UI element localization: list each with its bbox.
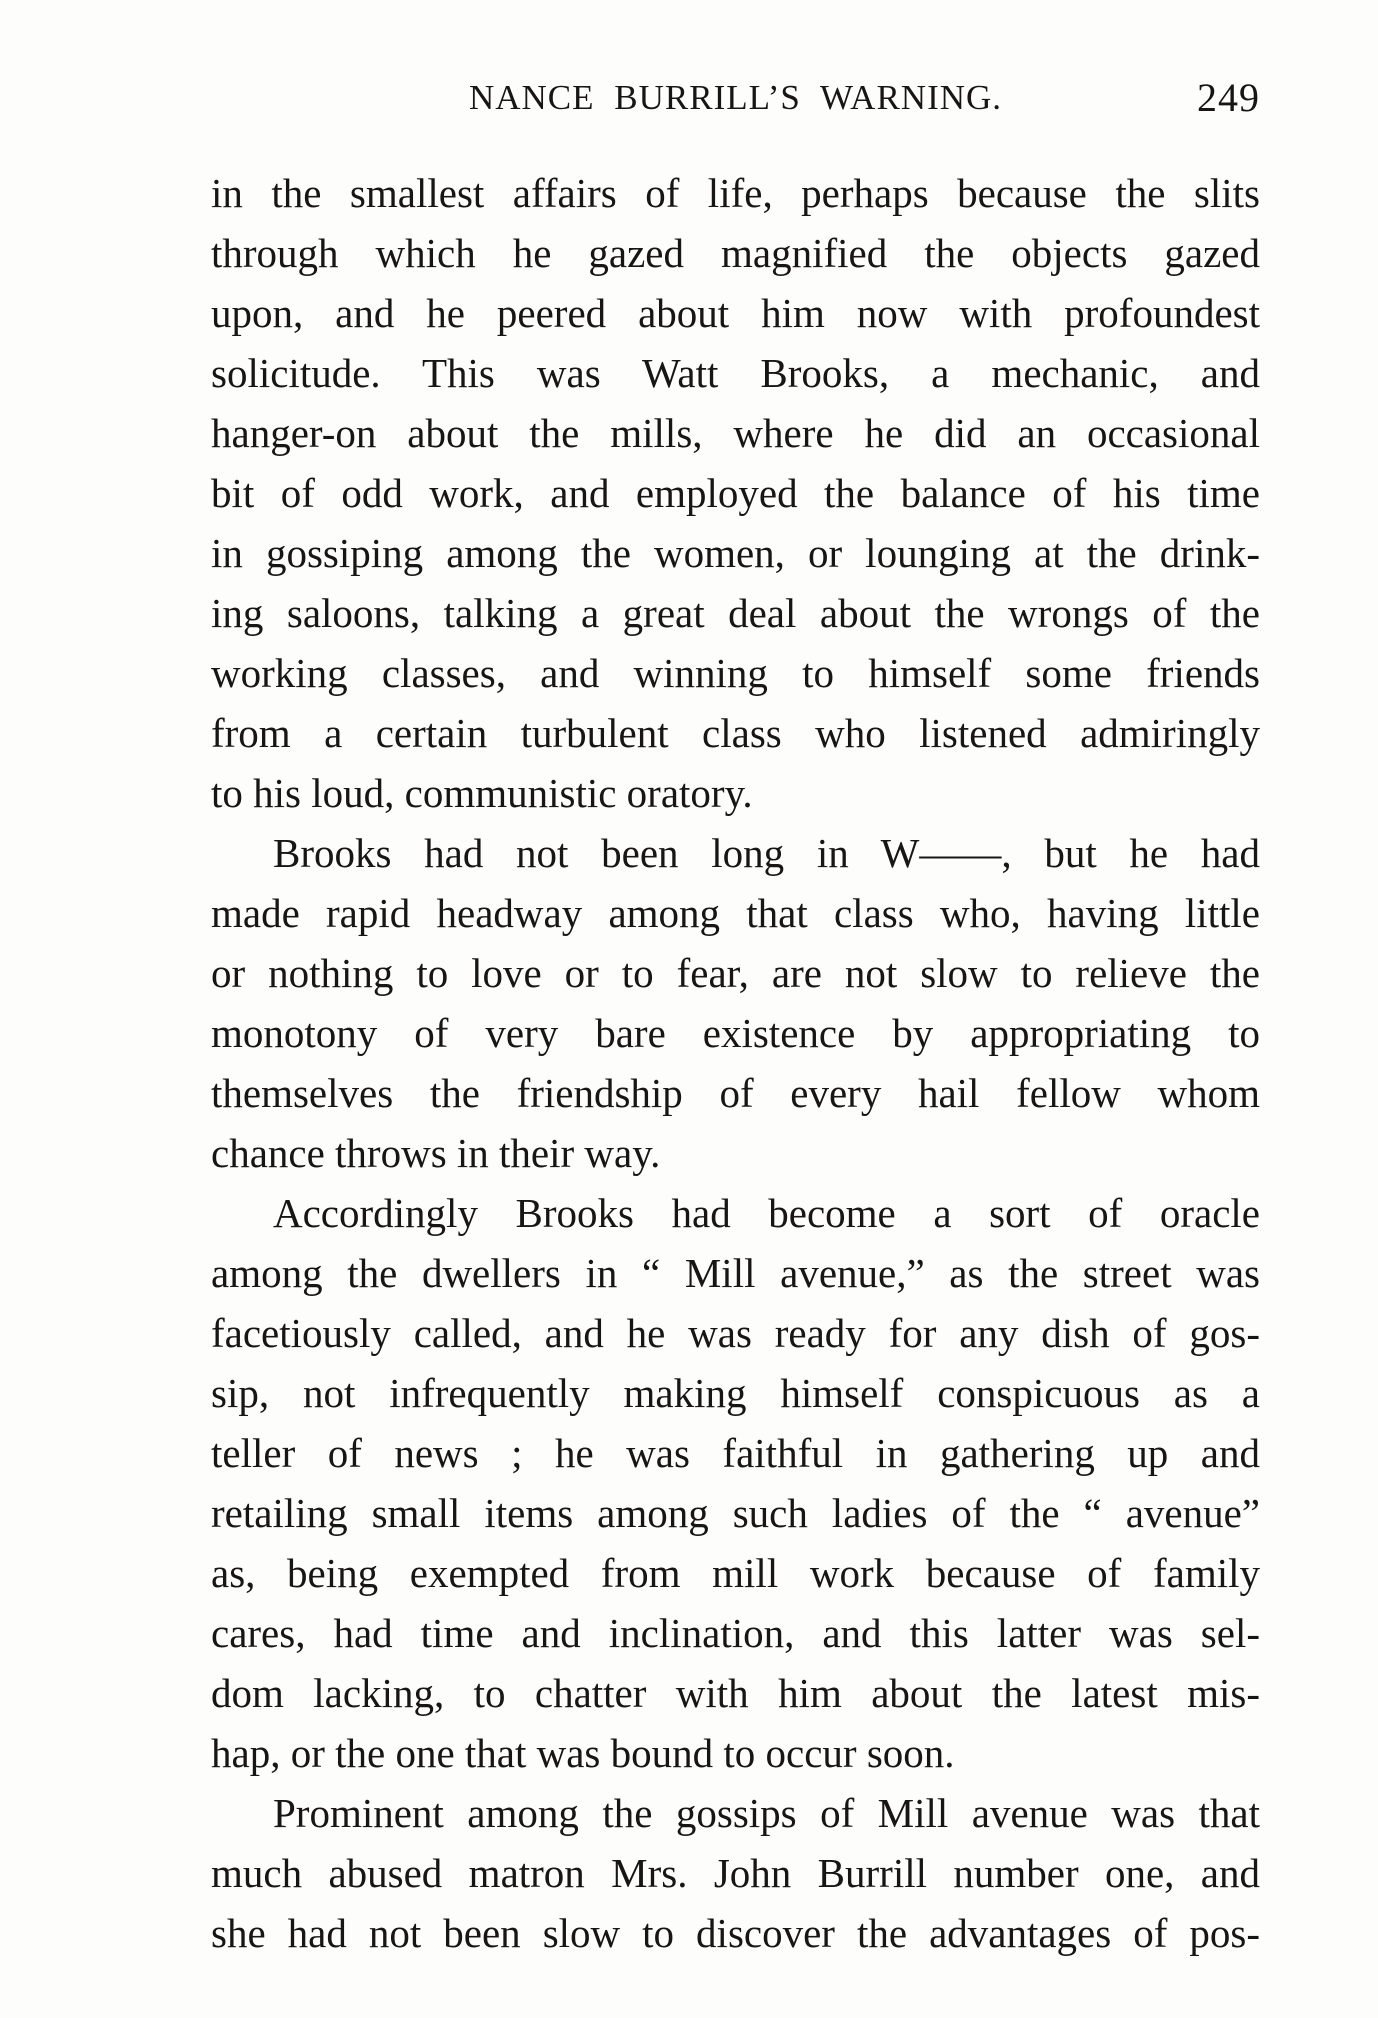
text-line: Brooks had not been long in W——, but he had bbox=[273, 830, 1260, 876]
text-block bbox=[211, 163, 1260, 1963]
text-line: or nothing to love or to fear, are not slow to relieve the bbox=[211, 950, 1260, 996]
text-line: solicitude. This was Watt Brooks, a mechanic, and bbox=[211, 350, 1260, 396]
text-line: hap, or the one that was bound to occur soon. bbox=[211, 1730, 955, 1776]
text-line: facetiously called, and he was ready for any dish of gos- bbox=[211, 1310, 1260, 1356]
text-line: to his loud, communistic oratory. bbox=[211, 770, 753, 816]
running-head-title: NANCE BURRILL’S WARNING. bbox=[468, 78, 1003, 117]
text-line: working classes, and winning to himself some friends bbox=[211, 650, 1260, 696]
text-line: chance throws in their way. bbox=[211, 1130, 661, 1176]
text-line: upon, and he peered about him now with profoundest bbox=[211, 290, 1260, 336]
text-line: ing saloons, talking a great deal about the wrongs of the bbox=[211, 590, 1260, 636]
text-line: bit of odd work, and employed the balance of his time bbox=[211, 470, 1260, 516]
text-line: through which he gazed magnified the objects gazed bbox=[211, 230, 1260, 276]
text-line: in the smallest affairs of life, perhaps because the slits bbox=[211, 170, 1260, 216]
paragraph bbox=[211, 823, 1260, 1183]
text-line: much abused matron Mrs. John Burrill number one, and bbox=[211, 1850, 1260, 1896]
text-line: Accordingly Brooks had become a sort of oracle bbox=[273, 1190, 1260, 1236]
text-line: hanger-on about the mills, where he did an occasional bbox=[211, 410, 1260, 456]
text-line: retailing small items among such ladies of the “ avenue” bbox=[211, 1490, 1260, 1536]
text-line: from a certain turbulent class who listened admiringly bbox=[211, 710, 1260, 756]
text-line: Prominent among the gossips of Mill avenue was that bbox=[273, 1790, 1260, 1836]
text-line: as, being exempted from mill work because of family bbox=[211, 1550, 1260, 1596]
running-head bbox=[211, 75, 1260, 120]
text-line: dom lacking, to chatter with him about the latest mis- bbox=[211, 1670, 1260, 1716]
paragraph bbox=[211, 163, 1260, 823]
text-line: among the dwellers in “ Mill avenue,” as the street was bbox=[211, 1250, 1260, 1296]
text-line: in gossiping among the women, or lounging at the drink- bbox=[211, 530, 1260, 576]
text-line: she had not been slow to discover the advantages of pos- bbox=[211, 1910, 1260, 1956]
text-line: cares, had time and inclination, and this latter was sel- bbox=[211, 1610, 1260, 1656]
text-line: themselves the friendship of every hail fellow whom bbox=[211, 1070, 1260, 1116]
text-line: made rapid headway among that class who, having little bbox=[211, 890, 1260, 936]
text-line: monotony of very bare existence by appropriating to bbox=[211, 1010, 1260, 1056]
paragraph bbox=[211, 1783, 1260, 1963]
text-line: teller of news ; he was faithful in gathering up and bbox=[211, 1430, 1260, 1476]
text-line: sip, not infrequently making himself conspicuous as a bbox=[211, 1370, 1260, 1416]
page-number: 249 bbox=[1197, 75, 1260, 120]
paragraph bbox=[211, 1183, 1260, 1783]
